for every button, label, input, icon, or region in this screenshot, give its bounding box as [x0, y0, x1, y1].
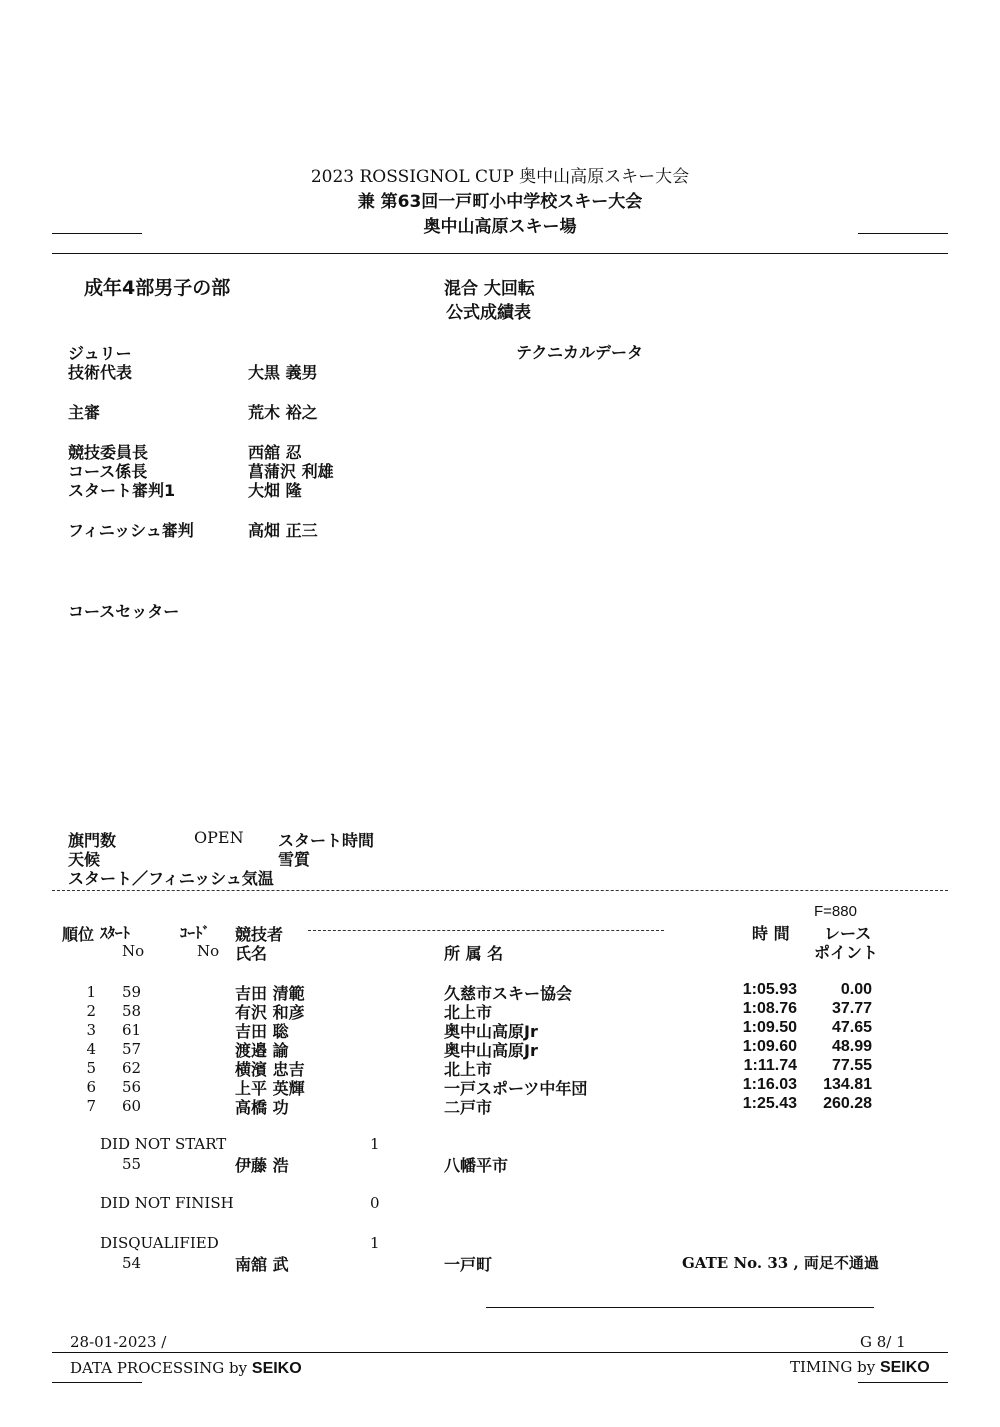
competitor-name: 渡邉 諭 — [235, 1041, 289, 1060]
header-club: 所 属 名 — [444, 944, 504, 963]
header-points-2: ポイント — [814, 943, 879, 962]
course-setter-label: コースセッター — [68, 602, 180, 621]
finish-judge-name: 高畑 正三 — [248, 521, 318, 540]
bib: 59 — [122, 983, 142, 1001]
header-rank: 順位 — [62, 925, 95, 944]
rank: 5 — [86, 1059, 96, 1077]
dns-bib: 55 — [122, 1155, 142, 1173]
header-name: 氏名 — [235, 944, 268, 963]
jury-label: ジュリー — [68, 344, 132, 363]
dsq-label: DISQUALIFIED — [100, 1234, 219, 1252]
seiko-logo: SEIKO — [879, 1359, 930, 1376]
points: 77.55 — [831, 1057, 872, 1074]
dns-club: 八幡平市 — [444, 1156, 509, 1175]
discipline: 混合 大回転 — [444, 279, 535, 299]
bib: 57 — [122, 1040, 142, 1058]
timing-credit — [790, 1358, 930, 1377]
time: 1:25.43 — [742, 1095, 797, 1112]
weather-label: 天候 — [68, 850, 101, 869]
footer-rule-right — [858, 1382, 948, 1383]
doc-type: 公式成績表 — [446, 303, 531, 323]
venue: 奥中山高原スキー場 — [423, 217, 577, 237]
club: 一戸スポーツ中年団 — [444, 1079, 588, 1098]
time: 1:09.60 — [742, 1038, 797, 1055]
header-code: ｺｰﾄﾞ — [180, 924, 211, 942]
competitor-name: 吉田 聡 — [235, 1022, 289, 1041]
time: 1:09.50 — [742, 1019, 797, 1036]
snow-label: 雪質 — [278, 850, 311, 869]
course-label: コース係長 — [68, 462, 148, 481]
points: 37.77 — [831, 1000, 872, 1017]
competitor-name: 横濱 忠吉 — [235, 1060, 305, 1079]
event-subtitle: 兼 第63回一戸町小中学校スキー大会 — [357, 192, 643, 212]
footer-rule-left — [52, 1382, 142, 1383]
referee-label: 主審 — [68, 403, 101, 422]
data-processing-prefix: DATA PROCESSING by — [70, 1359, 248, 1377]
header-competitor: 競技者 — [235, 925, 284, 944]
bib: 60 — [122, 1097, 142, 1115]
signature-line — [486, 1307, 874, 1308]
start-judge-name: 大畑 隆 — [248, 481, 302, 500]
club: 北上市 — [444, 1060, 493, 1079]
points: 0.00 — [840, 981, 872, 998]
header-rule-right — [858, 233, 948, 234]
rank: 7 — [86, 1097, 96, 1115]
header-dash — [308, 930, 664, 931]
td-label: 技術代表 — [68, 363, 133, 382]
dnf-count: 0 — [370, 1194, 380, 1212]
event-title — [0, 162, 1000, 187]
header-points-1: レース — [824, 924, 872, 943]
dsq-name: 南舘 武 — [235, 1255, 289, 1274]
bib: 56 — [122, 1078, 142, 1096]
dns-name: 伊藤 浩 — [235, 1156, 289, 1175]
referee-name: 荒木 裕之 — [248, 403, 318, 422]
competitor-name: 高橋 功 — [235, 1098, 289, 1117]
start-judge-label: スタート審判1 — [68, 481, 176, 500]
club: 奥中山高原Jr — [444, 1041, 538, 1060]
dns-label: DID NOT START — [100, 1135, 227, 1153]
temperature-label: スタート／フィニッシュ気温 — [68, 869, 274, 888]
bib: 62 — [122, 1059, 142, 1077]
header-rule-left — [52, 233, 142, 234]
points: 48.99 — [831, 1038, 872, 1055]
category-title: 成年4部男子の部 — [84, 277, 231, 299]
data-processing-credit — [70, 1359, 302, 1378]
dsq-bib: 54 — [122, 1254, 142, 1272]
points: 47.65 — [831, 1019, 872, 1036]
dnf-label: DID NOT FINISH — [100, 1194, 234, 1212]
dns-count: 1 — [370, 1135, 380, 1153]
bib: 61 — [122, 1021, 142, 1039]
points: 134.81 — [823, 1076, 872, 1093]
finish-judge-label: フィニッシュ審判 — [68, 521, 194, 540]
rank: 2 — [86, 1002, 96, 1020]
time: 1:08.76 — [742, 1000, 797, 1017]
dsq-count: 1 — [370, 1234, 380, 1252]
gates-label: 旗門数 — [68, 831, 117, 850]
time: 1:16.03 — [742, 1076, 797, 1093]
td-name: 大黒 義男 — [248, 363, 318, 382]
club: 北上市 — [444, 1003, 493, 1022]
club: 久慈市スキー協会 — [444, 984, 573, 1003]
club: 奥中山高原Jr — [444, 1022, 538, 1041]
header-divider — [52, 253, 948, 254]
rank: 3 — [86, 1021, 96, 1039]
dsq-reason — [682, 1252, 879, 1273]
points: 260.28 — [823, 1095, 872, 1112]
technical-data-label: テクニカルデータ — [516, 343, 644, 362]
time: 1:11.74 — [743, 1057, 797, 1074]
gates-value: OPEN — [194, 828, 244, 847]
f-value: F=880 — [814, 903, 857, 920]
dsq-reason-text: GATE No. 33 , 両足不通過 — [682, 1254, 879, 1272]
header-time: 時 間 — [752, 924, 790, 943]
competitor-name: 吉田 清範 — [235, 984, 305, 1003]
rank: 1 — [86, 983, 96, 1001]
chief-label: 競技委員長 — [68, 443, 149, 462]
time: 1:05.93 — [742, 981, 797, 998]
course-name: 菖蒲沢 利雄 — [248, 462, 334, 481]
footer-divider — [52, 1352, 948, 1353]
club: 二戸市 — [444, 1098, 493, 1117]
competitor-name: 上平 英輝 — [235, 1079, 305, 1098]
timing-prefix: TIMING by — [790, 1358, 876, 1376]
competitor-name: 有沢 和彦 — [235, 1003, 305, 1022]
header-code-no: No — [197, 942, 220, 960]
rank: 4 — [86, 1040, 96, 1058]
chief-name: 西舘 忍 — [248, 443, 302, 462]
event-title-text: 2023 ROSSIGNOL CUP 奥中山高原スキー大会 — [310, 167, 690, 187]
seiko-logo: SEIKO — [251, 1360, 302, 1377]
bib: 58 — [122, 1002, 142, 1020]
header-start: ｽﾀｰﾄ — [100, 924, 131, 942]
footer-page: G 8/ 1 — [860, 1333, 906, 1351]
header-start-no: No — [122, 942, 145, 960]
start-time-label: スタート時間 — [278, 831, 375, 850]
rank: 6 — [86, 1078, 96, 1096]
dsq-club: 一戸町 — [444, 1255, 493, 1274]
footer-date: 28-01-2023 / — [70, 1333, 167, 1351]
conditions-divider — [52, 890, 948, 891]
